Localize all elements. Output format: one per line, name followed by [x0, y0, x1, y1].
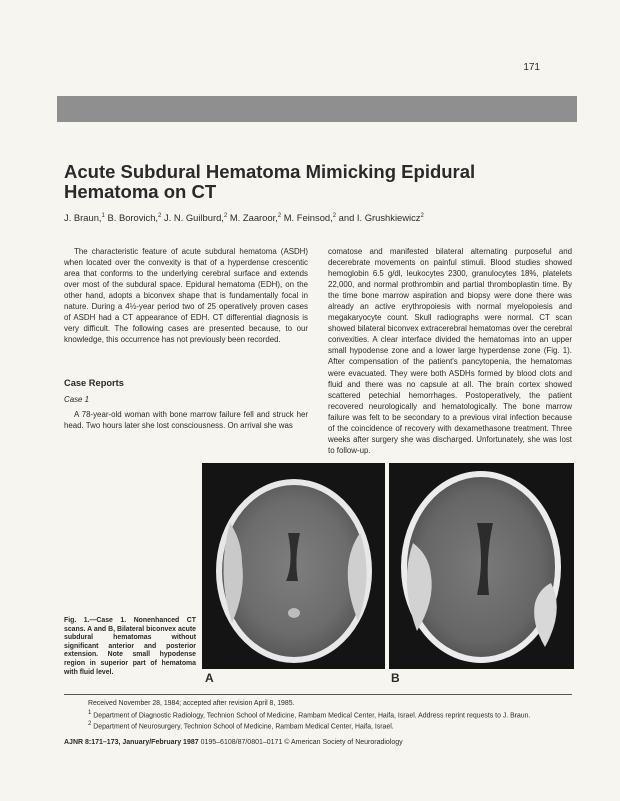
footnotes [88, 700, 568, 732]
case-heading: Case 1 [64, 395, 90, 404]
ct-scan-b-image [389, 463, 574, 669]
footnote-2 [88, 720, 568, 732]
footnote-mark: 1 [88, 709, 92, 716]
footnote-text: Department of Diagnostic Radiology, Technion School of Medicine, Rambam Medical Center, Haifa, Israel. Address reprint requests to J. Braun. [91, 711, 531, 719]
author-affiliation-mark: 2 [223, 213, 228, 219]
journal-citation [64, 738, 572, 747]
author-name: J. Braun, [64, 212, 102, 224]
copyright-text: 0195–6108/87/0801–0171 © American Society of Neuroradiology [198, 739, 403, 746]
author-name: and I. Grushkiewicz [336, 212, 421, 224]
right-column [328, 246, 572, 456]
author-name: M. Zaaroor, [227, 212, 278, 224]
journal-reference: AJNR 8:171–173, January/February 1987 [64, 739, 199, 746]
ct-scan-a [202, 463, 385, 669]
case1-column [64, 409, 308, 431]
figure-caption: Fig. 1.—Case 1. Nonenhanced CT scans. A and B, Bilateral biconvex acute subdural hematomas without significant anterior and posterior extension. Note small hypodense region in superior part of hematoma with fluid level. [64, 617, 196, 676]
footnote-text: Department of Neurosurgery, Technion School of Medicine, Rambam Medical Center, Haifa, Israel. [91, 723, 394, 731]
footnote-mark: 2 [88, 721, 92, 728]
page-number: 171 [523, 62, 540, 73]
section-heading: Case Reports [64, 378, 124, 388]
author-affiliation-mark: 2 [420, 213, 424, 219]
footnote-1 [88, 709, 568, 721]
ct-scan-a-image [202, 463, 385, 669]
author-name: J. N. Guilburd, [161, 212, 224, 224]
author-affiliation-mark: 2 [332, 213, 337, 219]
received-note: Received November 28, 1984; accepted after revision April 8, 1985. [88, 700, 295, 707]
intro-column [64, 246, 308, 345]
author-affiliation-mark: 1 [101, 213, 105, 219]
case1-continued-paragraph: comatose and manifested bilateral alternating purposeful and decerebrate movements on painful stimuli. Blood studies showed hemoglobin 6.5 g/dl, leukocytes 2300, granulocytes 18%, platelets 22,000, and normal prothrombin and partial thromboplastin time. By the time bone marrow aspiration and biopsy were done there was already an active erythropoiesis with normal myelopoiesis and megakaryocyte count. Skull radiographs were normal. CT scan showed bilateral biconvex extracerebral hematomas over the cerebral convexities. A clear interface divided the hematomas into an upper small hypodense zone and a lower large hyperdense zone (Fig. 1). After compensation of the patient's pancytopenia, the hematomas were evacuated. They were both ASDHs formed by blood clots and fluid and there was no capsule at all. The brain cortex showed scattered petechial hemorrhages. Postoperatively, the patient recovered neurologically and hematologically. The bone marrow failure was felt to be secondary to a previous viral infection because of the coincidence of recovery with dexamethasone treatment. Three weeks after surgery she was discharged. Unfortunately, she was lost to follow-up. [328, 247, 572, 455]
figure-label-b: B [391, 671, 400, 685]
article-title: Acute Subdural Hematoma Mimicking Epidural Hematoma on CT [64, 161, 476, 202]
intro-paragraph: The characteristic feature of acute subdural hematoma (ASDH) when located over the convexity is that of a hyperdense crescentic area that conforms to the underlying cerebral surface and extends over most of the subdural space. Epidural hematoma (EDH), on the other hand, adopts a biconvex shape that is fundamentally focal in nature. During a 4½-year period two of 25 operatively proven cases of ASDH had a CT appearance of EDH. CT differential diagnosis is very difficult. The following cases are presented because, to our knowledge, this occurrence has not previously been recorded. [64, 247, 308, 345]
header-banner [57, 96, 577, 122]
author-affiliation-mark: 2 [277, 213, 282, 219]
author-affiliation-mark: 2 [158, 213, 162, 219]
case1-paragraph: A 78-year-old woman with bone marrow failure fell and struck her head. Two hours later she lost consciousness. On arrival she was [64, 410, 308, 431]
footnote-divider [64, 694, 572, 695]
author-name: M. Feinsod, [281, 212, 333, 224]
author-list [64, 210, 564, 224]
figure-label-a: A [205, 671, 214, 685]
ct-scan-b [389, 463, 574, 669]
author-name: B. Borovich, [104, 212, 159, 224]
